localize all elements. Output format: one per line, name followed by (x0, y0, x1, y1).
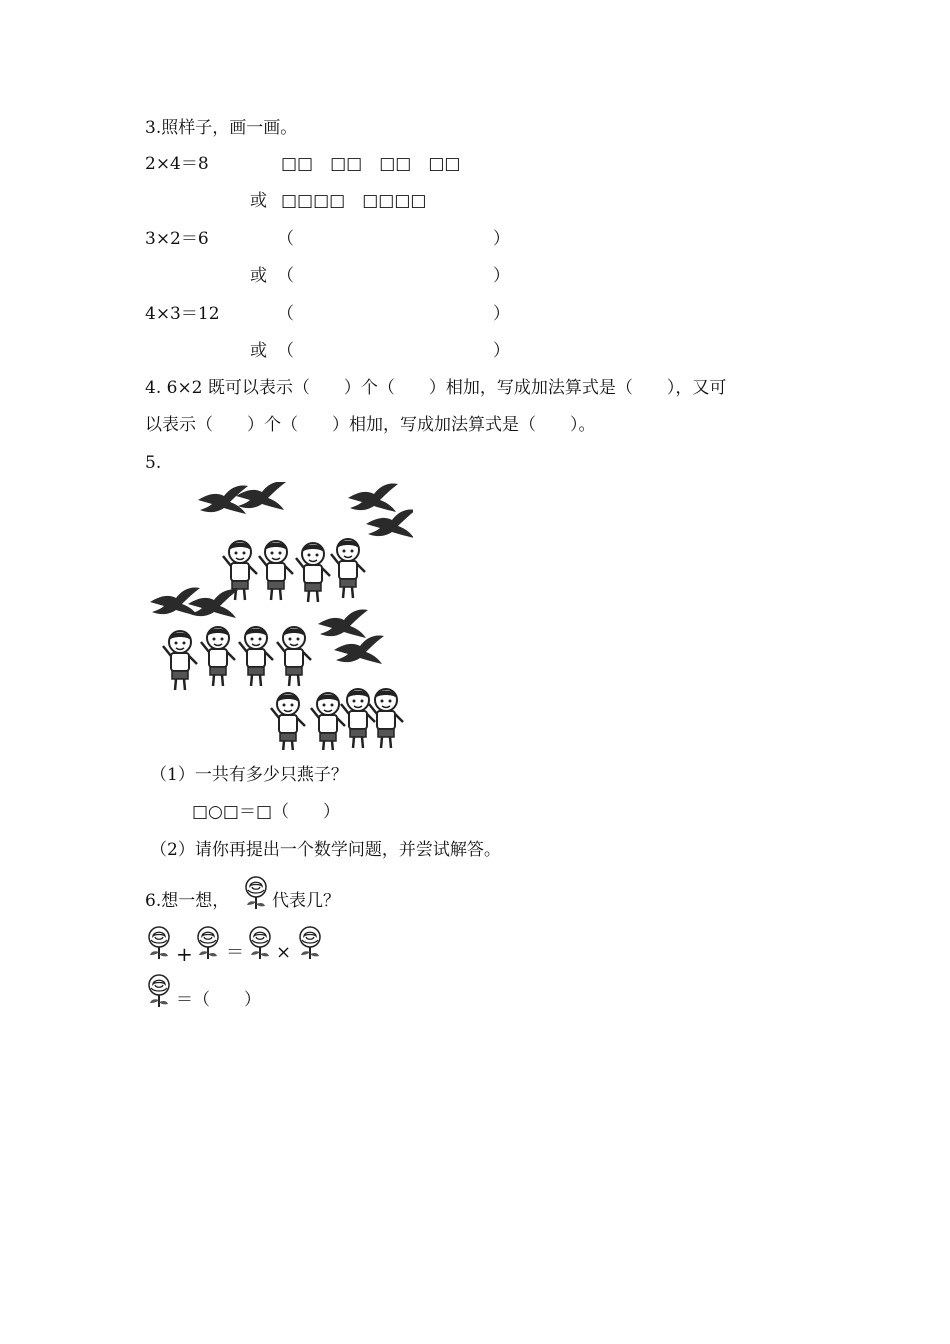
q3-or-3: 或 (250, 341, 267, 361)
flower-icon (145, 926, 173, 960)
q3-paren-open-3a: （ (277, 304, 294, 324)
q3-paren-open-2b: （ (277, 266, 294, 286)
q6-title-after: 代表几？ (272, 891, 340, 911)
flower-icon (246, 926, 274, 960)
q4-line-1: 4. 6×2 既可以表示（ ）个（ ）相加，写成加法算式是（ ），又可 (145, 378, 727, 398)
q3-paren-close-3b: ） (493, 341, 510, 361)
times-sign: × (276, 942, 292, 963)
q3-paren-close-2a: ） (493, 229, 510, 249)
q3-equation-3: 4×3＝12 (145, 304, 220, 324)
q5-sub-answer-1: □○□＝□（ ） (192, 802, 341, 822)
equals-sign: ＝ (226, 942, 244, 963)
q5-sub-question-2: （2）请你再提出一个数学问题，并尝试解答。 (150, 840, 501, 860)
q3-answer-1b: □□□□ □□□□ (281, 191, 427, 211)
plus-sign: + (176, 942, 193, 966)
q3-or-2: 或 (250, 266, 267, 286)
q5-title: 5. (145, 453, 162, 473)
q3-paren-close-2b: ） (493, 266, 510, 286)
flower-icon (296, 926, 324, 960)
q5-sub-question-1: （1）一共有多少只燕子？ (150, 765, 348, 785)
q4-line-2: 以表示（ ）个（ ）相加，写成加法算式是（ ）。 (145, 415, 596, 435)
q6-answer: ＝（ ） (176, 990, 261, 1010)
q3-equation-1: 2×4＝8 (145, 154, 209, 174)
flower-icon (194, 926, 222, 960)
swallows-and-children-illustration (148, 482, 413, 750)
q3-paren-open-2a: （ (277, 229, 294, 249)
q6-title-before: 6.想一想， (145, 891, 230, 911)
q3-paren-open-3b: （ (277, 341, 294, 361)
flower-icon (242, 876, 270, 910)
q3-or-1: 或 (250, 191, 267, 211)
q3-paren-close-3a: ） (493, 304, 510, 324)
q3-answer-1a: □□ □□ □□ □□ (281, 154, 461, 174)
q3-equation-2: 3×2＝6 (145, 229, 209, 249)
q3-title: 3.照样子，画一画。 (145, 118, 298, 138)
flower-icon (145, 974, 173, 1008)
